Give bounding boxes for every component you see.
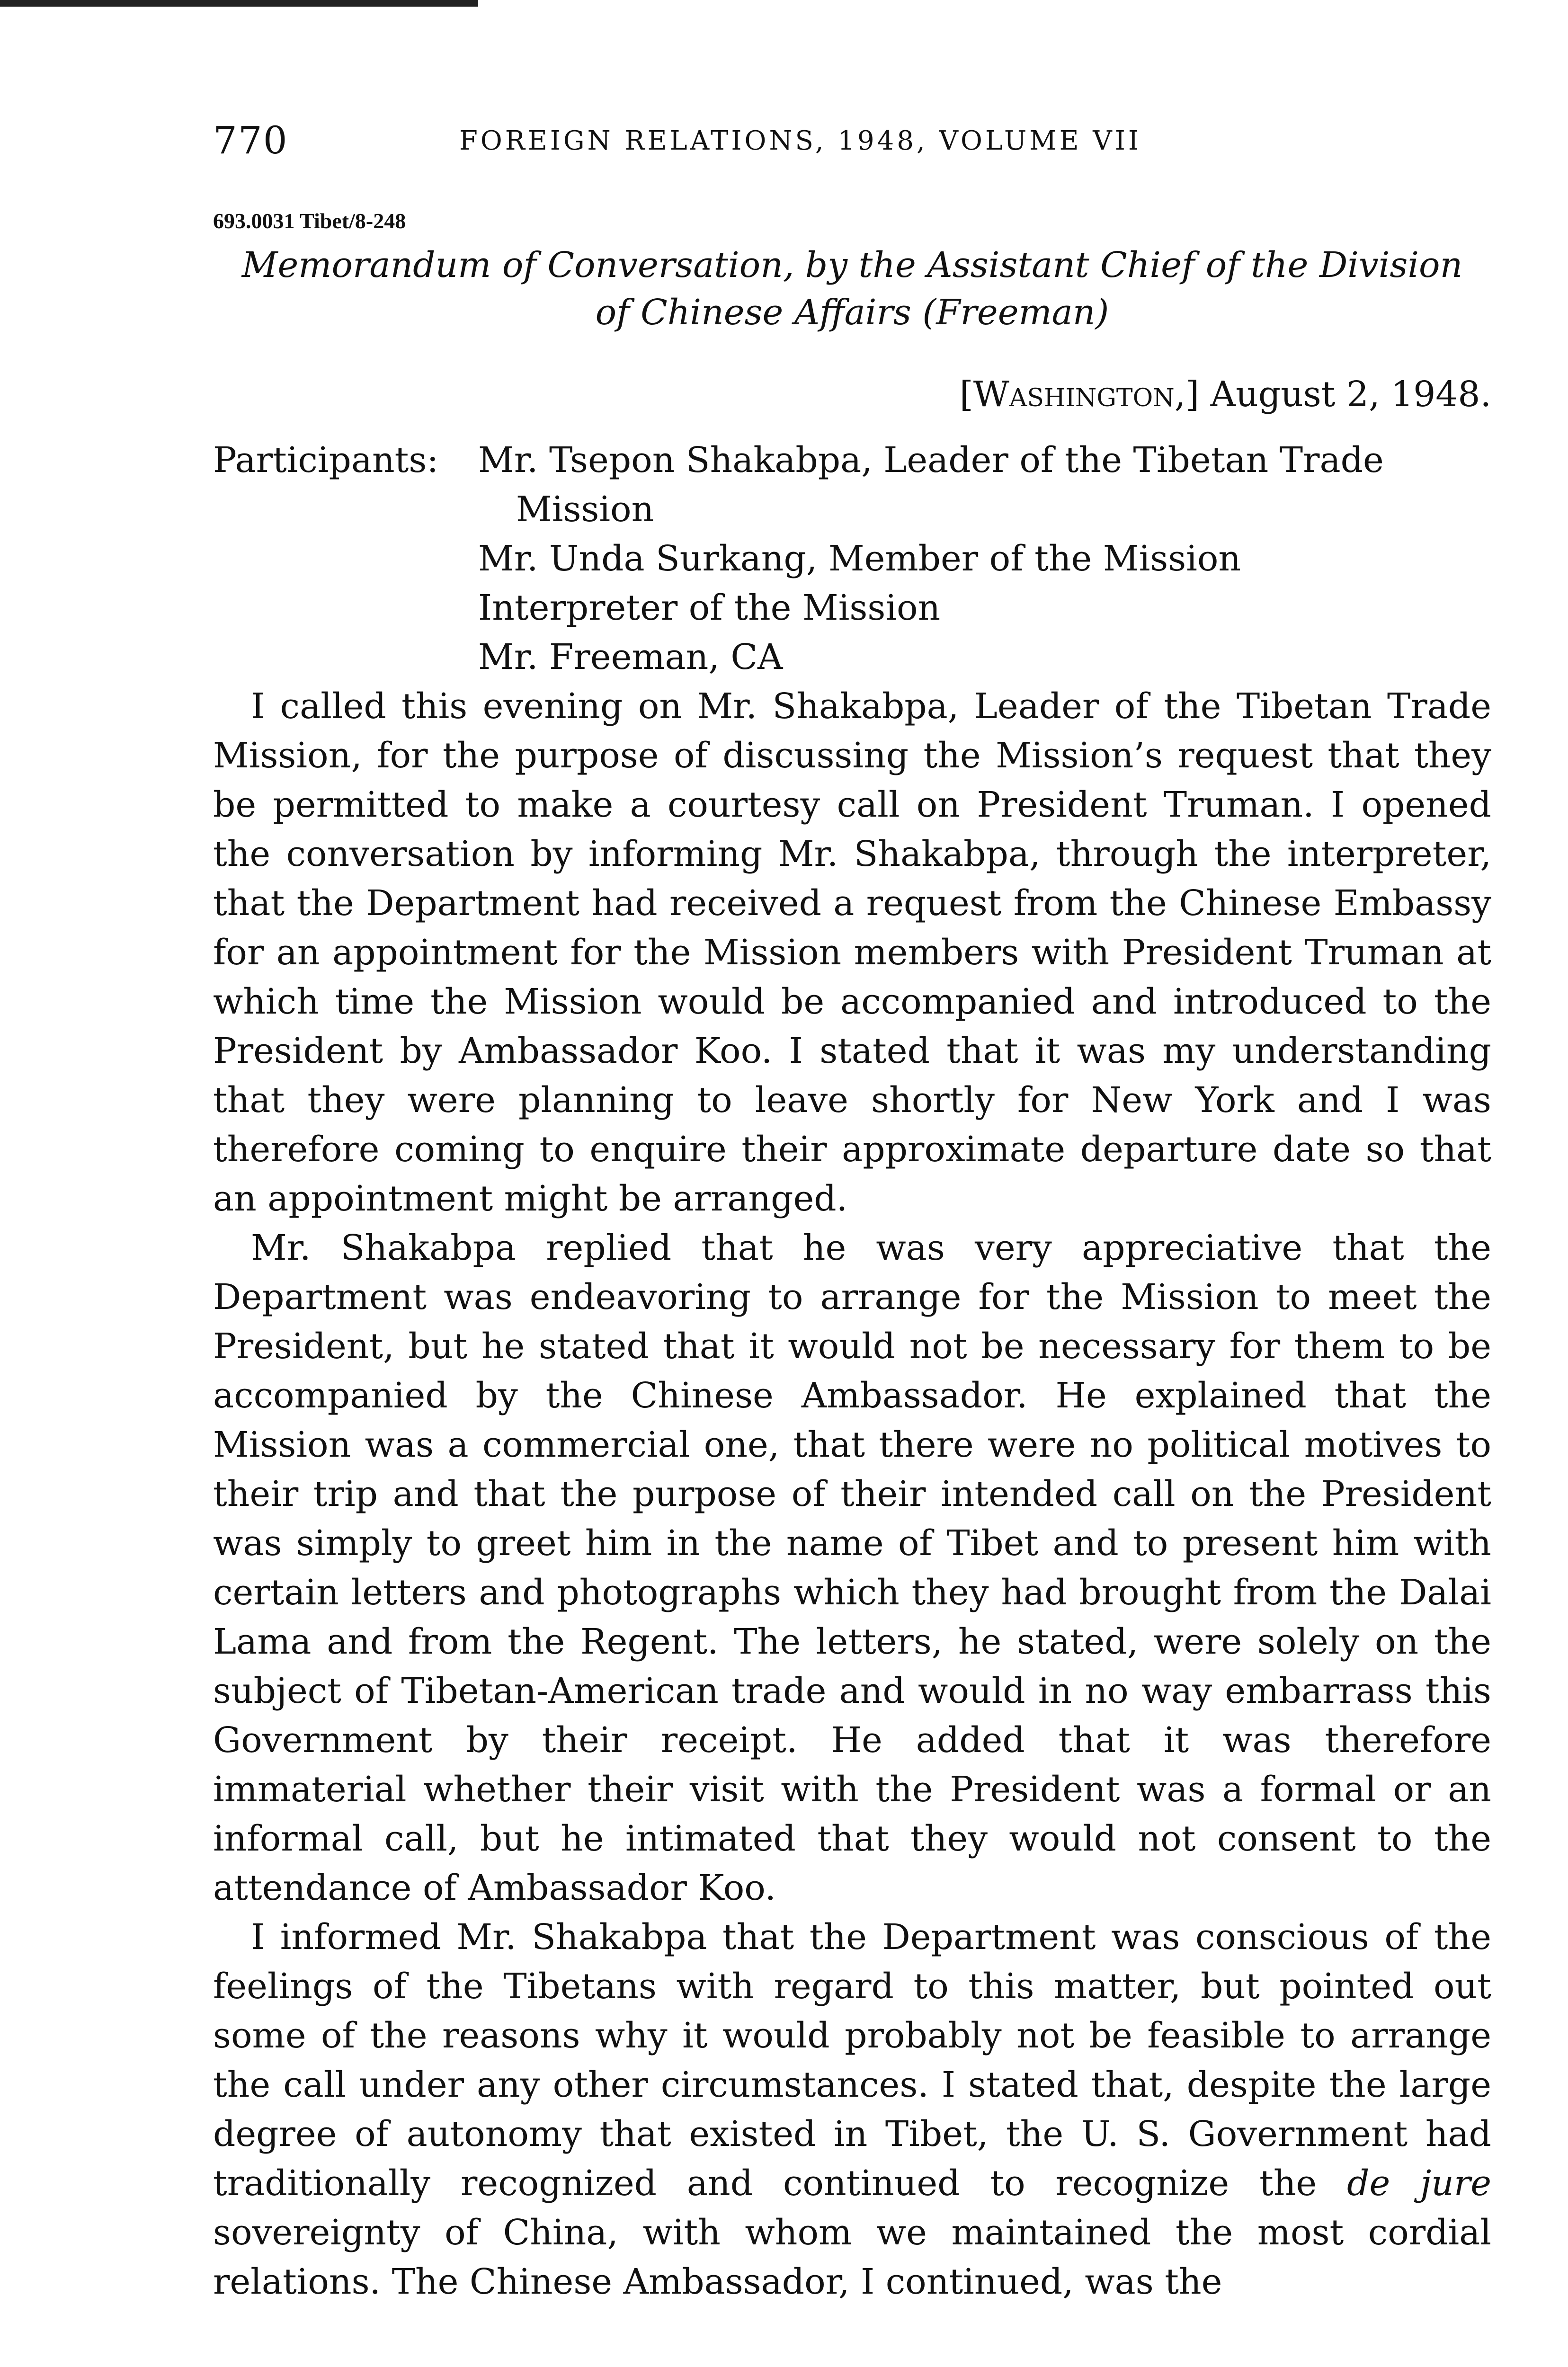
participants-label: Participants: <box>213 440 439 481</box>
document-title <box>213 241 1491 336</box>
page-number: 770 <box>213 118 288 162</box>
running-title: FOREIGN RELATIONS, 1948, VOLUME VII <box>459 125 1141 156</box>
paragraph-text: I informed Mr. Shakabpa that the Department was conscious of the feelings of the Tibetans with regard to this matter, but pointed out some of the reasons why it would probably not be feasible to arrange the call under any other circumstances. I stated that, despite the large degree of autonomy that existed in Tibet, the U. S. Government had traditionally recognized and continued to recognize the <box>213 1917 1491 2204</box>
dateline <box>960 374 1491 415</box>
body-paragraph <box>213 1913 1491 2306</box>
participant-item: Mr. Freeman, CA <box>478 637 783 677</box>
body-paragraph: Mr. Shakabpa replied that he was very appreciative that the Department was endeavoring to arrange for the Mission to meet the President, but he stated that it would not be necessary for them to be accompanied by the Chinese Ambassador. He explained that the Mission was a commercial one, that there were no political motives to their trip and that the purpose of their intended call on the President was simply to greet him in the name of Tibet and to present him with certain letters and photographs which they had brought from the Dalai Lama and from the Regent. The letters, he stated, were solely on the subject of Tibetan-American trade and would in no way embarrass this Government by their receipt. He added that it was therefore immaterial whether their visit with the President was a formal or an informal call, but he intimated that they would not consent to the attendance of Ambassador Koo. <box>213 1228 1491 1908</box>
scan-edge-mark <box>0 0 478 7</box>
dateline-date: August 2, 1948. <box>1210 374 1491 415</box>
participant-item: Mr. Tsepon Shakabpa, Leader of the Tibetan Trade Mission <box>478 440 1384 530</box>
running-header <box>213 118 1491 170</box>
participant-item: Interpreter of the Mission <box>478 587 941 628</box>
dateline-place: [Washington,] <box>959 374 1200 415</box>
paragraph-text: sovereignty of China, with whom we maintained the most cordial relations. The Chinese Ambassador, I continued, was the <box>213 2212 1491 2302</box>
document-title-line-2: of Chinese Affairs (Freeman) <box>595 292 1109 333</box>
memorandum-body <box>213 682 1491 2306</box>
body-paragraph: I called this evening on Mr. Shakabpa, Leader of the Tibetan Trade Mission, for the purpose of discussing the Mission’s request that they be permitted to make a courtesy call on President Truman. I opened the conversation by informing Mr. Shakabpa, through the interpreter, that the Department had received a request from the Chinese Embassy for an appointment for the Mission members with President Truman at which time the Mission would be accompanied and introduced to the President by Ambassador Koo. I stated that it was my understanding that they were planning to leave shortly for New York and I was therefore coming to enquire their approximate departure date so that an appointment might be arranged. <box>213 686 1491 1219</box>
document-title-line-1: Memorandum of Conversation, by the Assistant Chief of the Division <box>241 245 1463 285</box>
participants-list <box>478 436 1491 682</box>
file-number: 693.0031 Tibet/8-248 <box>213 209 406 233</box>
italic-term: de jure <box>1347 2163 1491 2204</box>
participant-item: Mr. Unda Surkang, Member of the Mission <box>478 538 1241 579</box>
